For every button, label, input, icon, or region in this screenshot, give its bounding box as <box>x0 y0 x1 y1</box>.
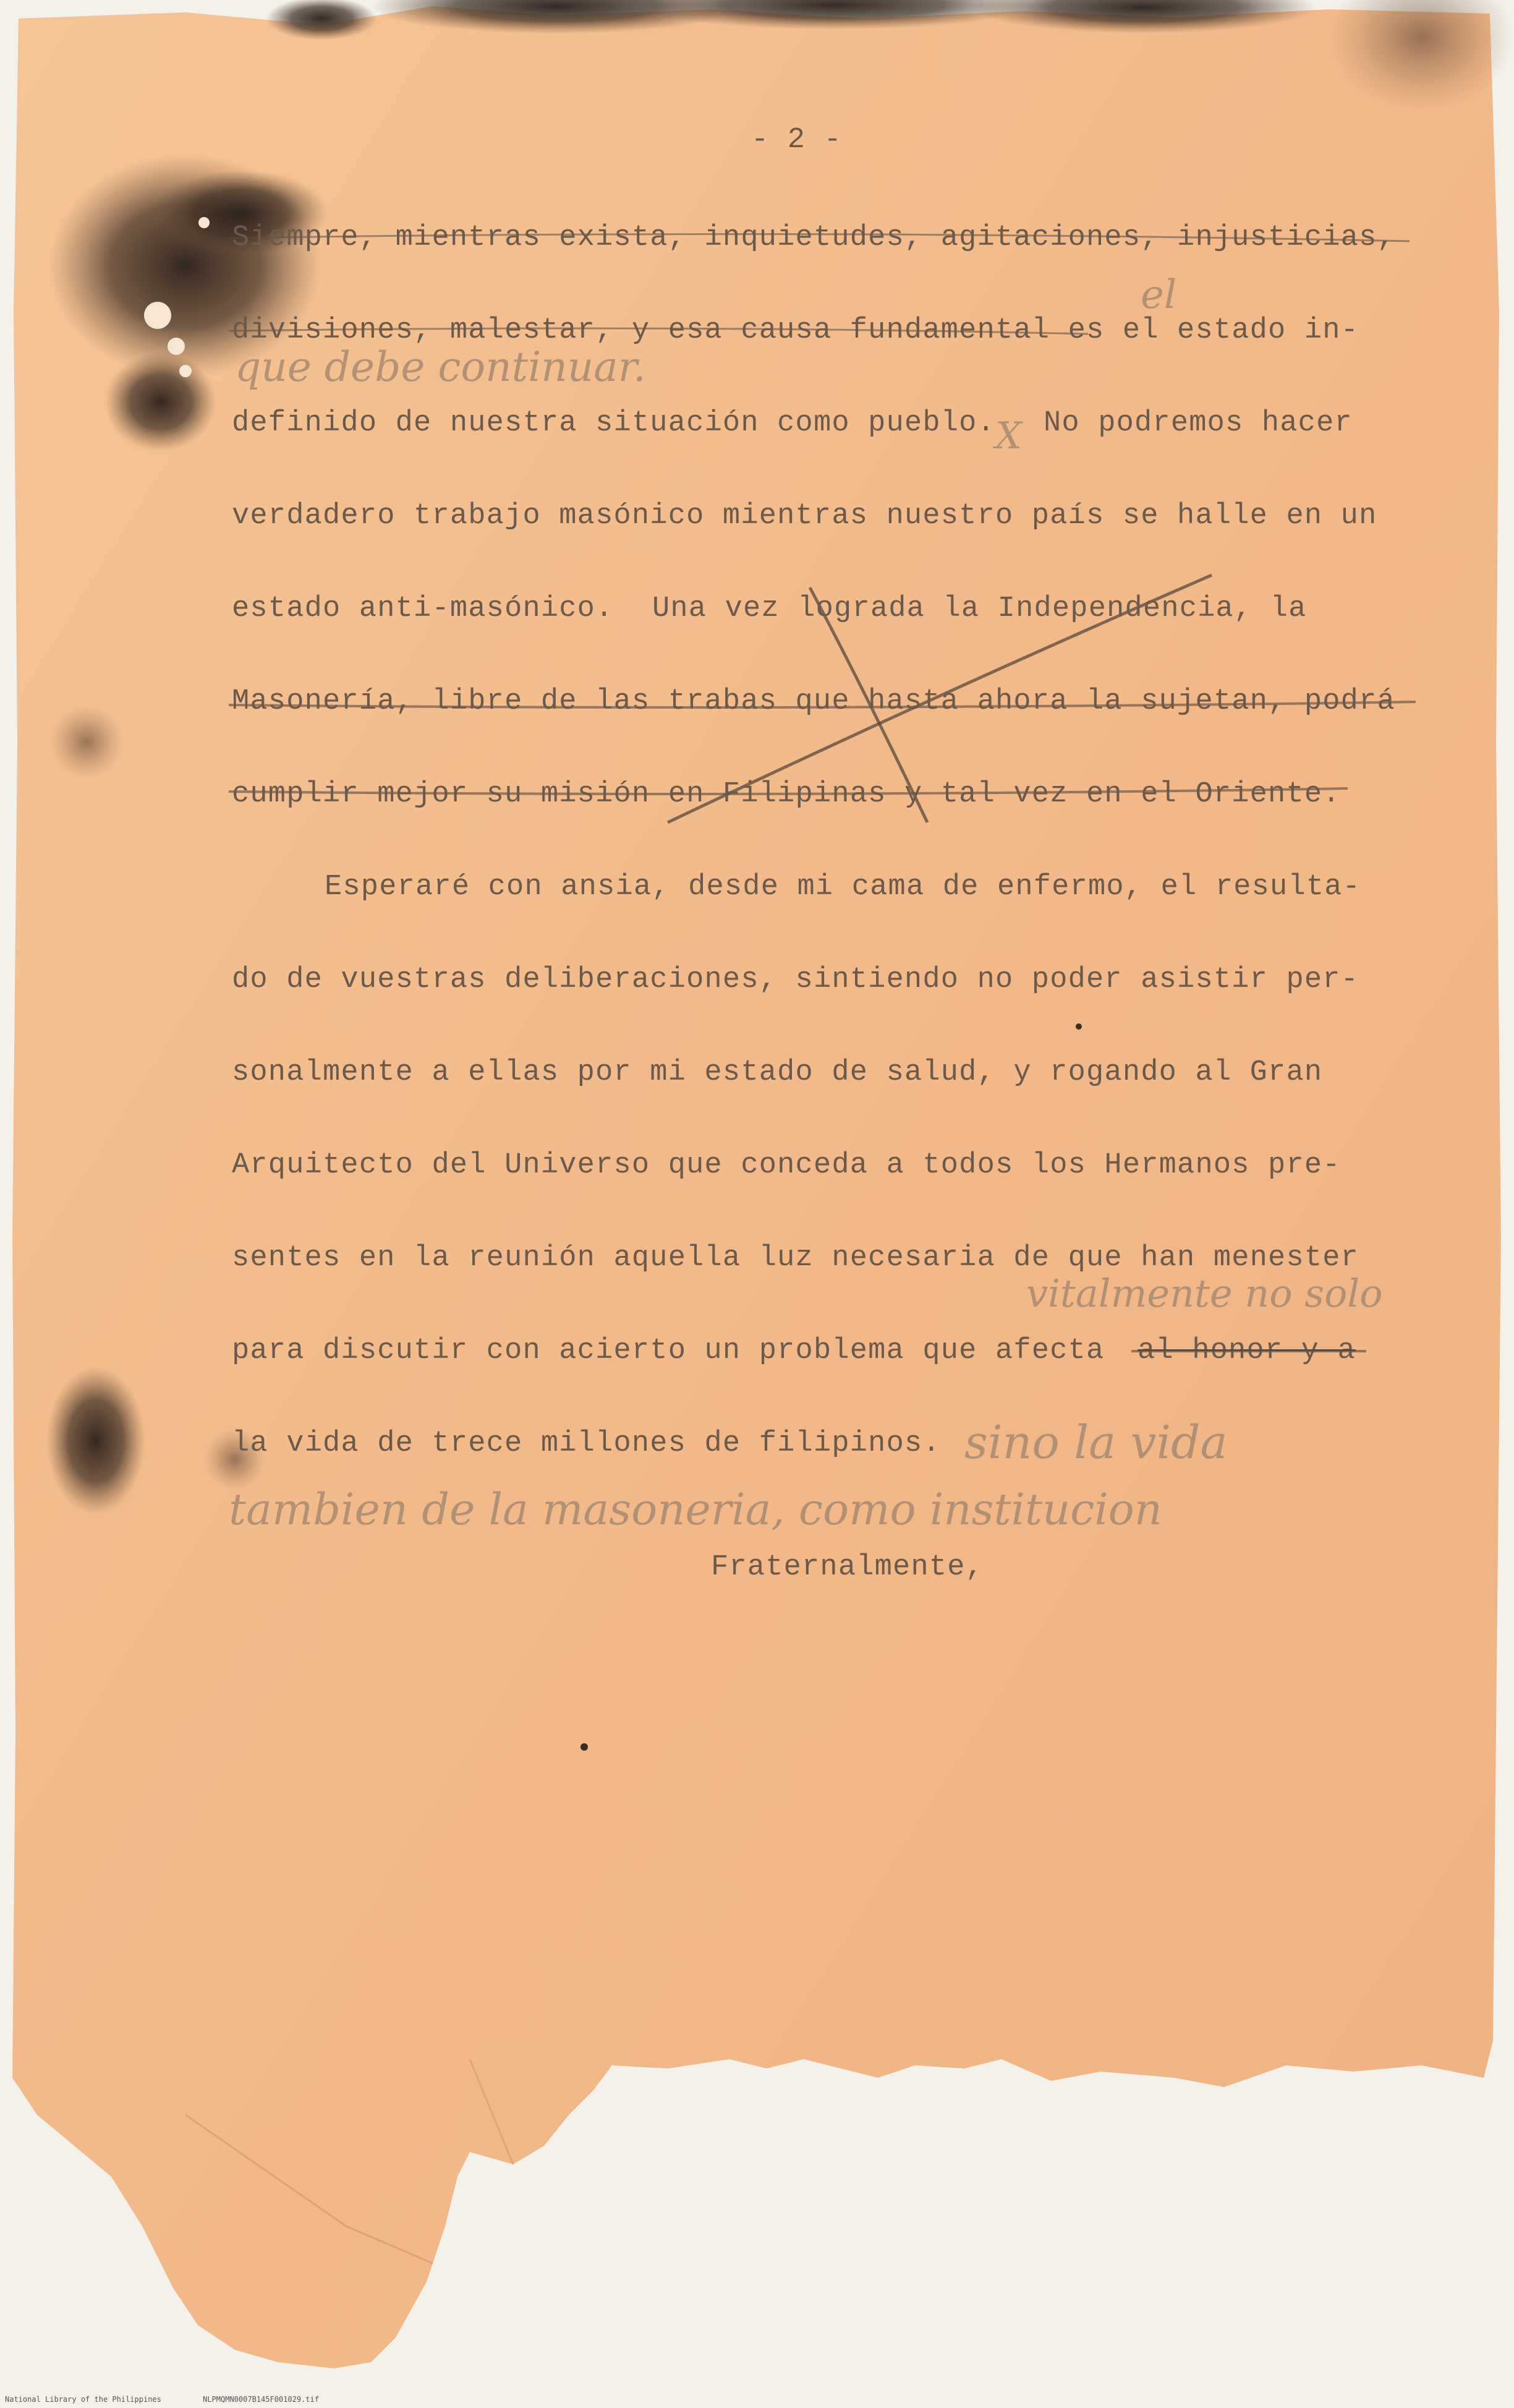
text-line: Siempre, mientras exista, inquietudes, agitaciones, injusticias, <box>232 221 1395 254</box>
closing: Fraternalmente, <box>711 1551 984 1584</box>
text-line: sentes en la reunión aquella luz necesaria de que han menester <box>232 1242 1359 1274</box>
text-line: para discutir con acierto un problema que afecta <box>232 1334 1105 1367</box>
text-line: sonalmente a ellas por mi estado de salud, y rogando al Gran <box>232 1056 1323 1089</box>
page-number: - 2 - <box>751 124 843 156</box>
text-line: estado anti-masónico. <box>232 592 614 625</box>
scan-footer <box>5 2395 356 2404</box>
text-line: Una vez lograda la Independencia, la <box>652 592 1307 625</box>
handwritten-mark: X <box>995 414 1022 458</box>
text-line: definido de nuestra situación como pueblo. <box>232 407 995 440</box>
ink-stain <box>105 352 216 451</box>
text-line: verdadero trabajo masónico mientras nuestro país se halle en un <box>232 500 1377 532</box>
text-line: No podremos hacer <box>1044 407 1353 440</box>
paper-hole <box>198 217 210 228</box>
handwritten-note: que debe continuar. <box>235 343 646 391</box>
footer-file-id: NLPMQMN0007B145F001029.tif <box>203 2395 319 2404</box>
paper-hole <box>179 365 192 377</box>
ink-stain <box>46 1367 145 1515</box>
text-line: Arquitecto del Universo que conceda a todos los Hermanos pre- <box>232 1149 1341 1182</box>
handwritten-note: tambien de la masoneria, como institucion <box>229 1484 1162 1535</box>
handwritten-correction: el <box>1141 272 1177 318</box>
text-line: Esperaré con ansia, desde mi cama de enfermo, el resulta- <box>325 871 1361 903</box>
text-line: divisiones, malestar, y esa causa fundamental es el estado in- <box>232 314 1359 347</box>
paper-hole <box>144 302 171 329</box>
text-line-struck: al honor y a <box>1138 1334 1356 1367</box>
footer-library: National Library of the Philippines <box>5 2395 161 2404</box>
text-line: la vida de trece millones de filipinos. <box>232 1427 941 1460</box>
speck <box>581 1743 588 1751</box>
handwritten-note: vitalmente no solo <box>1026 1271 1383 1316</box>
text-line: Masonería, libre de las trabas que hasta ahora la sujetan, podrá <box>232 685 1395 718</box>
text-line: cumplir mejor su misión en Filipinas y tal vez en el Oriente. <box>232 778 1341 811</box>
paper-hole <box>168 338 185 355</box>
ink-stain <box>49 705 124 779</box>
handwritten-note: sino la vida <box>964 1416 1228 1469</box>
speck <box>1076 1023 1082 1030</box>
text-line: do de vuestras deliberaciones, sintiendo no poder asistir per- <box>232 963 1359 996</box>
